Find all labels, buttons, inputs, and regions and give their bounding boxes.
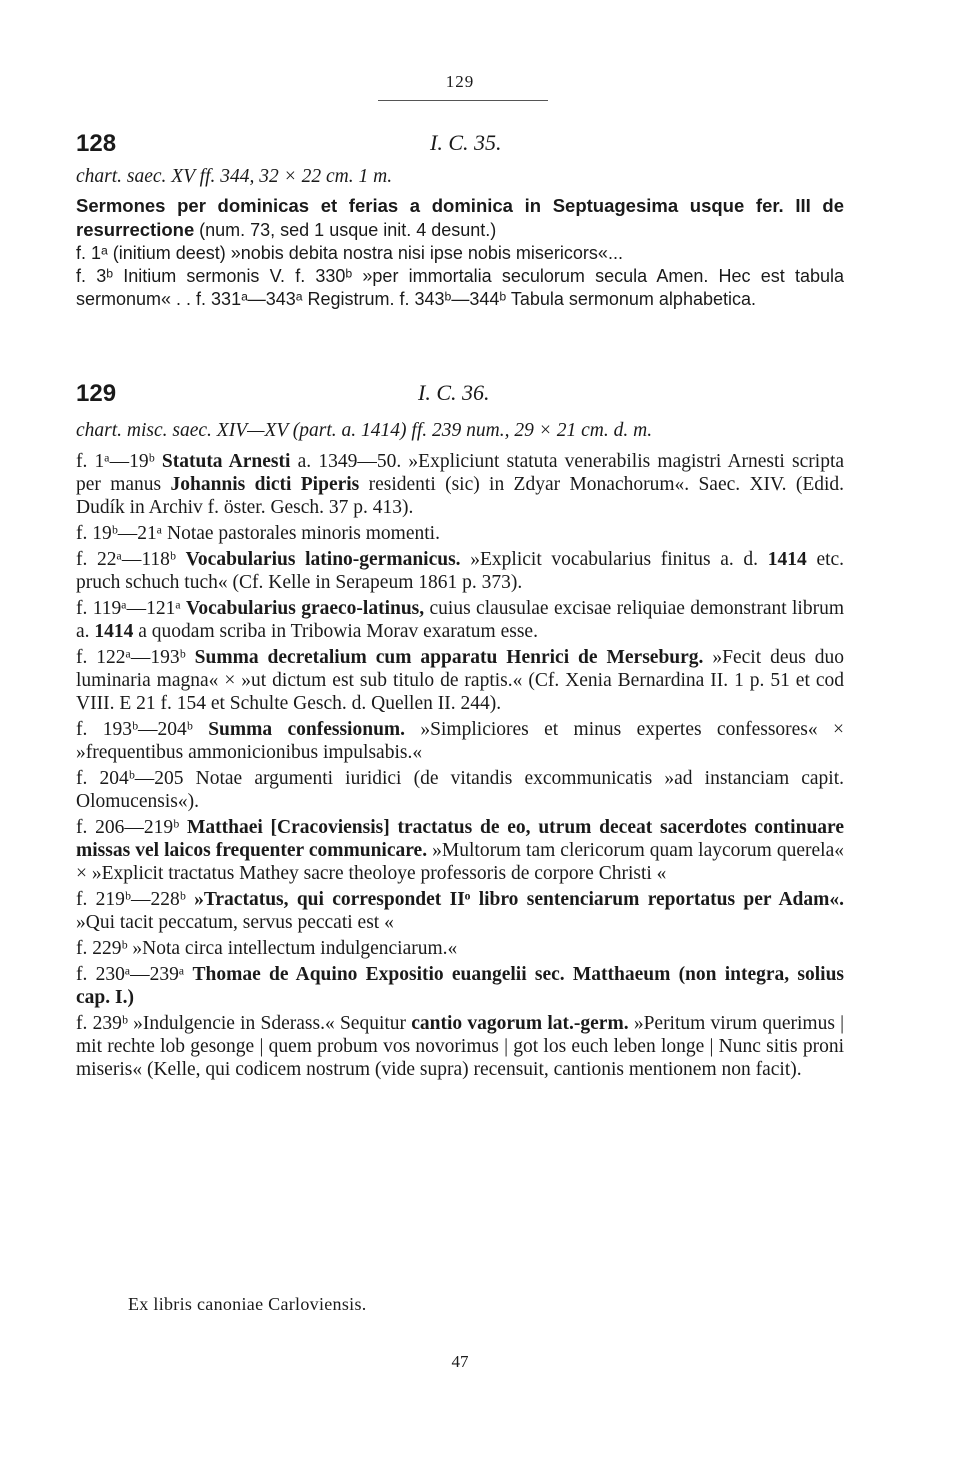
list-item — [76, 963, 844, 1009]
item-text-cont: »Peritum virum querimus | mit rechte lob gesonge | quem probum vos novorimus | got los euch leben longe | Nunc sitis proni miseris« (Kelle, qui codicem nostrum (vide supra) recensuit, cantionis mentionem non facit). — [76, 1013, 845, 1080]
item-title: Summa decretalium cum apparatu Henrici de Merseburg. — [194, 647, 704, 668]
item-list — [76, 450, 844, 1081]
item-title: Matthaei [Cracoviensis] tractatus de eo, utrum deceat sacerdotes continuare missas vel laicos frequenter communicare. — [76, 817, 844, 861]
manuscript-description: chart. misc. saec. XIV—XV (part. a. 1414) ff. 239 num., 29 × 21 cm. d. m. — [76, 420, 653, 441]
provenance-note: Ex libris canoniae Carloviensis. — [128, 1294, 367, 1314]
shelfmark: I. C. 35. — [430, 130, 502, 155]
list-item — [76, 767, 844, 813]
entry-title — [76, 194, 844, 242]
item-text: Notae argumenti iuridici (de vitandis excommunicatis »ad instanciam capit. Olomucensis«). — [76, 768, 845, 812]
list-item — [76, 646, 844, 715]
list-item — [76, 450, 844, 519]
list-item — [76, 1012, 844, 1081]
item-title: Thomae de Aquino Expositio euangelii sec. Matthaeum (non integra, solius cap. I.) — [76, 964, 845, 1008]
folio-ref: f. 1ᵃ—19ᵇ — [76, 451, 155, 472]
item-text: »Indulgencie in Sderass.« Sequitur — [133, 1013, 407, 1034]
list-item — [76, 718, 844, 764]
content-line: f. 1ᵃ (initium deest) »nobis debita nostra nisi ipse nobis misericors«... — [76, 243, 623, 263]
manuscript-description: chart. saec. XV ff. 344, 32 × 22 cm. 1 m. — [76, 166, 393, 187]
item-text-cont: residenti (sic) in Zdyar Monachorum«. Saec. XIV. (Edid. Dudík in Archiv f. öster. Gesch. 37 p. 413). — [76, 474, 845, 518]
entry-number: 128 — [76, 130, 117, 157]
folio-ref: f. 219ᵇ—228ᵇ — [76, 889, 186, 910]
item-text: Notae pastorales minoris momenti. — [167, 523, 440, 544]
item-text: »Fecit deus duo luminaria magna« × »ut dictum est sub titulo de raptis.« (Cf. Xenia Bernardina II. 1 p. 51 et cod VIII. E 21 f. 154 et Schulte Gesch. d. Quellen II. 244). — [76, 647, 845, 714]
folio-ref: f. 122ᵃ—193ᵇ — [76, 647, 186, 668]
list-item — [76, 937, 844, 960]
list-item — [76, 888, 844, 934]
folio-ref: f. 193ᵇ—204ᵇ — [76, 719, 193, 740]
folio-ref: f. 229ᵇ — [76, 938, 128, 959]
item-text-cont: etc. pruch schuch tuch« (Cf. Kelle in Serapeum 1861 p. 373). — [76, 549, 845, 593]
item-title: »Tractatus, qui correspondet IIᵒ libro sentenciarum reportatus per Adam«. — [194, 889, 844, 910]
head-rule — [378, 100, 548, 101]
entry-head — [76, 130, 844, 164]
item-emphasis: cantio vagorum lat.-germ. — [411, 1013, 629, 1034]
folio-ref: f. 239ᵇ — [76, 1013, 128, 1034]
title-bold: Sermones per dominicas et ferias a dominica in Septuagesima usque fer. III de resurrectione — [76, 195, 844, 240]
folio-ref: f. 230ᵃ—239ᵃ — [76, 964, 185, 985]
folio-ref: f. 22ᵃ—118ᵇ — [76, 549, 176, 570]
list-item — [76, 597, 844, 643]
folio-ref: f. 119ᵃ—121ᵃ — [76, 598, 181, 619]
item-title: Statuta Arnesti — [161, 451, 291, 472]
item-title: Vocabularius graeco-latinus, — [186, 598, 425, 619]
item-text: »Qui tacit peccatum, servus peccati est « — [76, 912, 394, 933]
running-head: 129 — [445, 72, 475, 91]
entry-number: 129 — [76, 380, 117, 407]
item-text: »Explicit vocabularius finitus a. d. — [470, 549, 759, 570]
item-title: Summa confessionum. — [208, 719, 406, 740]
folio-ref: f. 19ᵇ—21ᵃ — [76, 523, 163, 544]
item-text: »Nota circa intellectum indulgenciarum.« — [132, 938, 458, 959]
title-tail: (num. 73, sed 1 usque init. 4 desunt.) — [199, 220, 497, 240]
item-text: cuius clausulae excisae reliquiae demonstrant librum a. — [76, 598, 844, 642]
folio-ref: f. 206—219ᵇ — [76, 817, 180, 838]
list-item — [76, 548, 844, 594]
item-emphasis: 1414 — [94, 621, 134, 642]
item-text: »Multorum tam clericorum quam laycorum querela« × »Explicit tractatus Mathey sacre theoloye professoris de corpore Christi « — [76, 840, 844, 884]
item-title: Vocabularius latino-germanicus. — [185, 549, 461, 570]
shelfmark: I. C. 36. — [418, 380, 490, 405]
content-line: f. 3ᵇ Initium sermonis V. f. 330ᵇ »per immortalia seculorum secula Amen. Hec est tabula sermonum« . . f. 331ᵃ—343ᵃ Registrum. f. 343ᵇ—344ᵇ Tabula sermonum alphabetica. — [76, 266, 844, 309]
page-number: 47 — [451, 1352, 469, 1371]
entry-head — [76, 380, 844, 414]
entry-129 — [76, 380, 844, 1081]
list-item — [76, 522, 844, 545]
item-text-cont: a quodam scriba in Tribowia Morav exaratum esse. — [138, 621, 538, 642]
entry-128 — [76, 130, 844, 311]
item-emphasis: 1414 — [767, 549, 807, 570]
item-text: a. 1349—50. »Expliciunt statuta venerabilis magistri Arnesti scripta per manus — [76, 451, 845, 495]
page — [76, 0, 844, 1472]
list-item — [76, 816, 844, 885]
folio-ref: f. 204ᵇ—205 — [76, 768, 184, 789]
item-text: »Simpliciores et minus expertes confessores« × »frequentibus ammonicionibus impulsabis.« — [76, 719, 845, 763]
item-emphasis: Johannis dicti Piperis — [170, 474, 360, 495]
